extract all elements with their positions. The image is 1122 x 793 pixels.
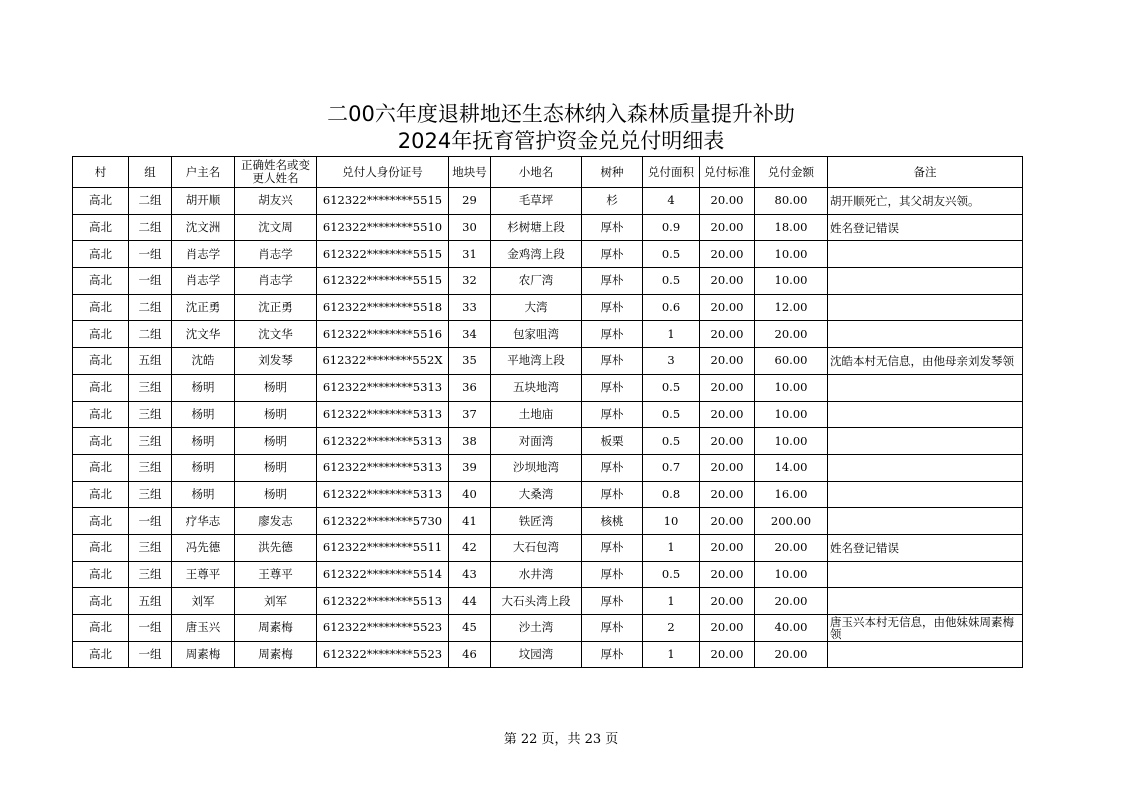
cell-area: 1: [643, 641, 700, 668]
cell-group: 五组: [129, 348, 172, 375]
cell-note: 胡开顺死亡，其父胡友兴领。: [828, 188, 1023, 215]
cell-area: 4: [643, 188, 700, 215]
cell-amount: 10.00: [755, 374, 828, 401]
cell-tree-species: 厚朴: [582, 321, 643, 348]
cell-correct-name: 沈文华: [235, 321, 317, 348]
column-header-note: 备注: [828, 157, 1023, 188]
document-title-line2: 2024年抚育管护资金兑兑付明细表: [397, 129, 725, 153]
cell-place-name: 沙坝地湾: [491, 454, 582, 481]
cell-place-name: 杉树塘上段: [491, 214, 582, 241]
cell-standard: 20.00: [700, 188, 755, 215]
cell-correct-name: 王尊平: [235, 561, 317, 588]
cell-correct-name: 杨明: [235, 481, 317, 508]
cell-tree-species: 厚朴: [582, 454, 643, 481]
cell-standard: 20.00: [700, 268, 755, 295]
cell-standard: 20.00: [700, 481, 755, 508]
cell-area: 0.7: [643, 454, 700, 481]
cell-plot-no: 35: [449, 348, 491, 375]
cell-tree-species: 厚朴: [582, 268, 643, 295]
cell-area: 0.9: [643, 214, 700, 241]
cell-note: [828, 588, 1023, 615]
cell-group: 二组: [129, 294, 172, 321]
cell-village: 高北: [73, 641, 129, 668]
cell-standard: 20.00: [700, 454, 755, 481]
cell-place-name: 农厂湾: [491, 268, 582, 295]
cell-correct-name: 周素梅: [235, 615, 317, 642]
cell-note: [828, 401, 1023, 428]
cell-standard: 20.00: [700, 294, 755, 321]
cell-place-name: 平地湾上段: [491, 348, 582, 375]
cell-group: 三组: [129, 534, 172, 561]
cell-group: 一组: [129, 268, 172, 295]
table-row: [73, 428, 1023, 455]
cell-note: [828, 641, 1023, 668]
cell-note: [828, 481, 1023, 508]
cell-amount: 20.00: [755, 321, 828, 348]
table-row: [73, 214, 1023, 241]
column-header-amount: 兑付金额: [755, 157, 828, 188]
cell-tree-species: 厚朴: [582, 294, 643, 321]
cell-note: [828, 561, 1023, 588]
cell-plot-no: 46: [449, 641, 491, 668]
cell-village: 高北: [73, 454, 129, 481]
cell-id-number: 612322********552X: [317, 348, 449, 375]
cell-plot-no: 34: [449, 321, 491, 348]
cell-id-number: 612322********5313: [317, 481, 449, 508]
cell-tree-species: 厚朴: [582, 214, 643, 241]
table-row: [73, 508, 1023, 535]
cell-group: 三组: [129, 401, 172, 428]
cell-standard: 20.00: [700, 321, 755, 348]
cell-householder: 刘军: [172, 588, 235, 615]
cell-correct-name: 杨明: [235, 454, 317, 481]
column-header-id-number: 兑付人身份证号: [317, 157, 449, 188]
cell-correct-name: 沈文周: [235, 214, 317, 241]
cell-correct-name: 胡友兴: [235, 188, 317, 215]
cell-amount: 16.00: [755, 481, 828, 508]
cell-id-number: 612322********5515: [317, 188, 449, 215]
cell-householder: 杨明: [172, 454, 235, 481]
cell-amount: 80.00: [755, 188, 828, 215]
cell-correct-name: 周素梅: [235, 641, 317, 668]
cell-note: [828, 294, 1023, 321]
cell-id-number: 612322********5516: [317, 321, 449, 348]
cell-id-number: 612322********5313: [317, 401, 449, 428]
cell-standard: 20.00: [700, 508, 755, 535]
cell-group: 三组: [129, 454, 172, 481]
cell-village: 高北: [73, 188, 129, 215]
cell-group: 三组: [129, 561, 172, 588]
cell-place-name: 对面湾: [491, 428, 582, 455]
cell-place-name: 土地庙: [491, 401, 582, 428]
cell-village: 高北: [73, 321, 129, 348]
cell-area: 3: [643, 348, 700, 375]
cell-village: 高北: [73, 615, 129, 642]
cell-village: 高北: [73, 428, 129, 455]
column-header-correct-name: 正确姓名或变更人姓名: [235, 157, 317, 188]
cell-area: 0.6: [643, 294, 700, 321]
cell-standard: 20.00: [700, 348, 755, 375]
cell-note: [828, 268, 1023, 295]
cell-place-name: 五块地湾: [491, 374, 582, 401]
cell-correct-name: 廖发志: [235, 508, 317, 535]
cell-plot-no: 30: [449, 214, 491, 241]
cell-householder: 唐玉兴: [172, 615, 235, 642]
table-row: [73, 268, 1023, 295]
cell-standard: 20.00: [700, 615, 755, 642]
cell-correct-name: 杨明: [235, 401, 317, 428]
cell-note: [828, 374, 1023, 401]
cell-amount: 10.00: [755, 401, 828, 428]
cell-village: 高北: [73, 348, 129, 375]
table-row: [73, 481, 1023, 508]
cell-place-name: 大桑湾: [491, 481, 582, 508]
cell-tree-species: 厚朴: [582, 588, 643, 615]
cell-standard: 20.00: [700, 401, 755, 428]
cell-householder: 杨明: [172, 401, 235, 428]
cell-plot-no: 41: [449, 508, 491, 535]
cell-place-name: 金鸡湾上段: [491, 241, 582, 268]
cell-amount: 20.00: [755, 641, 828, 668]
cell-place-name: 大湾: [491, 294, 582, 321]
column-header-tree-species: 树种: [582, 157, 643, 188]
cell-village: 高北: [73, 481, 129, 508]
cell-correct-name: 洪先德: [235, 534, 317, 561]
cell-note: 姓名登记错误: [828, 214, 1023, 241]
cell-place-name: 沙土湾: [491, 615, 582, 642]
cell-group: 二组: [129, 188, 172, 215]
cell-correct-name: 肖志学: [235, 241, 317, 268]
cell-standard: 20.00: [700, 241, 755, 268]
cell-householder: 沈文华: [172, 321, 235, 348]
document-title-line1: 二00六年度退耕地还生态林纳入森林质量提升补助: [327, 102, 795, 126]
cell-group: 三组: [129, 481, 172, 508]
cell-plot-no: 38: [449, 428, 491, 455]
cell-amount: 10.00: [755, 268, 828, 295]
cell-householder: 肖志学: [172, 241, 235, 268]
cell-tree-species: 厚朴: [582, 348, 643, 375]
cell-amount: 12.00: [755, 294, 828, 321]
cell-standard: 20.00: [700, 641, 755, 668]
table-row: [73, 348, 1023, 375]
column-header-householder: 户主名: [172, 157, 235, 188]
cell-id-number: 612322********5523: [317, 615, 449, 642]
cell-id-number: 612322********5515: [317, 241, 449, 268]
cell-amount: 10.00: [755, 428, 828, 455]
cell-householder: 沈正勇: [172, 294, 235, 321]
table-row: [73, 454, 1023, 481]
column-header-place-name: 小地名: [491, 157, 582, 188]
cell-standard: 20.00: [700, 374, 755, 401]
cell-householder: 杨明: [172, 428, 235, 455]
cell-place-name: 毛草坪: [491, 188, 582, 215]
cell-plot-no: 43: [449, 561, 491, 588]
cell-householder: 杨明: [172, 481, 235, 508]
cell-id-number: 612322********5313: [317, 374, 449, 401]
cell-place-name: 水井湾: [491, 561, 582, 588]
cell-amount: 20.00: [755, 588, 828, 615]
cell-tree-species: 杉: [582, 188, 643, 215]
cell-area: 0.5: [643, 401, 700, 428]
cell-plot-no: 45: [449, 615, 491, 642]
table-header-row: [73, 157, 1023, 188]
cell-householder: 杨明: [172, 374, 235, 401]
cell-note: [828, 508, 1023, 535]
cell-village: 高北: [73, 401, 129, 428]
cell-group: 三组: [129, 374, 172, 401]
column-header-group: 组: [129, 157, 172, 188]
cell-plot-no: 31: [449, 241, 491, 268]
cell-area: 0.8: [643, 481, 700, 508]
cell-village: 高北: [73, 294, 129, 321]
cell-note: 沈皓本村无信息，由他母亲刘发琴领: [828, 348, 1023, 375]
cell-tree-species: 厚朴: [582, 534, 643, 561]
table-row: [73, 241, 1023, 268]
cell-group: 一组: [129, 641, 172, 668]
cell-village: 高北: [73, 214, 129, 241]
cell-amount: 200.00: [755, 508, 828, 535]
cell-householder: 胡开顺: [172, 188, 235, 215]
cell-householder: 肖志学: [172, 268, 235, 295]
cell-correct-name: 刘发琴: [235, 348, 317, 375]
cell-plot-no: 32: [449, 268, 491, 295]
cell-village: 高北: [73, 561, 129, 588]
column-header-standard: 兑付标准: [700, 157, 755, 188]
cell-place-name: 铁匠湾: [491, 508, 582, 535]
cell-householder: 沈皓: [172, 348, 235, 375]
cell-tree-species: 厚朴: [582, 241, 643, 268]
cell-village: 高北: [73, 534, 129, 561]
cell-note: 唐玉兴本村无信息，由他妹妹周素梅领: [828, 615, 1023, 642]
cell-id-number: 612322********5313: [317, 454, 449, 481]
cell-tree-species: 核桃: [582, 508, 643, 535]
cell-tree-species: 厚朴: [582, 561, 643, 588]
cell-amount: 10.00: [755, 561, 828, 588]
cell-standard: 20.00: [700, 214, 755, 241]
cell-tree-species: 厚朴: [582, 481, 643, 508]
cell-tree-species: 板栗: [582, 428, 643, 455]
cell-id-number: 612322********5515: [317, 268, 449, 295]
cell-area: 0.5: [643, 428, 700, 455]
cell-householder: 沈文洲: [172, 214, 235, 241]
payment-detail-table: [72, 156, 1023, 668]
cell-group: 三组: [129, 428, 172, 455]
cell-note: 姓名登记错误: [828, 534, 1023, 561]
table-row: [73, 641, 1023, 668]
cell-plot-no: 33: [449, 294, 491, 321]
cell-amount: 40.00: [755, 615, 828, 642]
cell-standard: 20.00: [700, 561, 755, 588]
cell-id-number: 612322********5510: [317, 214, 449, 241]
cell-area: 2: [643, 615, 700, 642]
cell-householder: 疗华志: [172, 508, 235, 535]
cell-group: 二组: [129, 321, 172, 348]
cell-amount: 10.00: [755, 241, 828, 268]
cell-standard: 20.00: [700, 534, 755, 561]
cell-village: 高北: [73, 508, 129, 535]
cell-note: [828, 241, 1023, 268]
cell-area: 0.5: [643, 241, 700, 268]
cell-tree-species: 厚朴: [582, 401, 643, 428]
table-body: [73, 188, 1023, 668]
column-header-plot-no: 地块号: [449, 157, 491, 188]
cell-amount: 60.00: [755, 348, 828, 375]
cell-tree-species: 厚朴: [582, 615, 643, 642]
cell-group: 五组: [129, 588, 172, 615]
column-header-village: 村: [73, 157, 129, 188]
cell-correct-name: 肖志学: [235, 268, 317, 295]
cell-village: 高北: [73, 241, 129, 268]
page-footer: 第 22 页，共 23 页: [503, 732, 619, 747]
cell-area: 0.5: [643, 374, 700, 401]
cell-place-name: 大石头湾上段: [491, 588, 582, 615]
cell-plot-no: 44: [449, 588, 491, 615]
cell-tree-species: 厚朴: [582, 641, 643, 668]
cell-note: [828, 454, 1023, 481]
cell-note: [828, 321, 1023, 348]
cell-correct-name: 杨明: [235, 374, 317, 401]
cell-plot-no: 42: [449, 534, 491, 561]
table-row: [73, 294, 1023, 321]
cell-correct-name: 刘军: [235, 588, 317, 615]
cell-area: 10: [643, 508, 700, 535]
table-row: [73, 321, 1023, 348]
cell-area: 1: [643, 588, 700, 615]
cell-id-number: 612322********5518: [317, 294, 449, 321]
cell-amount: 14.00: [755, 454, 828, 481]
table-row: [73, 588, 1023, 615]
table-row: [73, 188, 1023, 215]
cell-plot-no: 29: [449, 188, 491, 215]
table-row: [73, 401, 1023, 428]
cell-place-name: 包家咀湾: [491, 321, 582, 348]
cell-note: [828, 428, 1023, 455]
cell-area: 0.5: [643, 268, 700, 295]
cell-id-number: 612322********5523: [317, 641, 449, 668]
cell-correct-name: 沈正勇: [235, 294, 317, 321]
cell-group: 一组: [129, 615, 172, 642]
cell-plot-no: 36: [449, 374, 491, 401]
cell-standard: 20.00: [700, 588, 755, 615]
cell-village: 高北: [73, 374, 129, 401]
cell-amount: 18.00: [755, 214, 828, 241]
cell-correct-name: 杨明: [235, 428, 317, 455]
cell-place-name: 坟园湾: [491, 641, 582, 668]
cell-place-name: 大石包湾: [491, 534, 582, 561]
table-row: [73, 374, 1023, 401]
cell-group: 二组: [129, 214, 172, 241]
cell-householder: 冯先德: [172, 534, 235, 561]
column-header-area: 兑付面积: [643, 157, 700, 188]
cell-plot-no: 39: [449, 454, 491, 481]
cell-area: 1: [643, 321, 700, 348]
cell-area: 0.5: [643, 561, 700, 588]
cell-householder: 王尊平: [172, 561, 235, 588]
cell-id-number: 612322********5730: [317, 508, 449, 535]
cell-id-number: 612322********5514: [317, 561, 449, 588]
cell-id-number: 612322********5511: [317, 534, 449, 561]
cell-standard: 20.00: [700, 428, 755, 455]
cell-householder: 周素梅: [172, 641, 235, 668]
cell-plot-no: 40: [449, 481, 491, 508]
cell-village: 高北: [73, 268, 129, 295]
cell-id-number: 612322********5313: [317, 428, 449, 455]
table-row: [73, 561, 1023, 588]
table-row: [73, 534, 1023, 561]
cell-tree-species: 厚朴: [582, 374, 643, 401]
cell-amount: 20.00: [755, 534, 828, 561]
cell-village: 高北: [73, 588, 129, 615]
cell-group: 一组: [129, 508, 172, 535]
cell-group: 一组: [129, 241, 172, 268]
cell-id-number: 612322********5513: [317, 588, 449, 615]
cell-area: 1: [643, 534, 700, 561]
table-row: [73, 615, 1023, 642]
cell-plot-no: 37: [449, 401, 491, 428]
